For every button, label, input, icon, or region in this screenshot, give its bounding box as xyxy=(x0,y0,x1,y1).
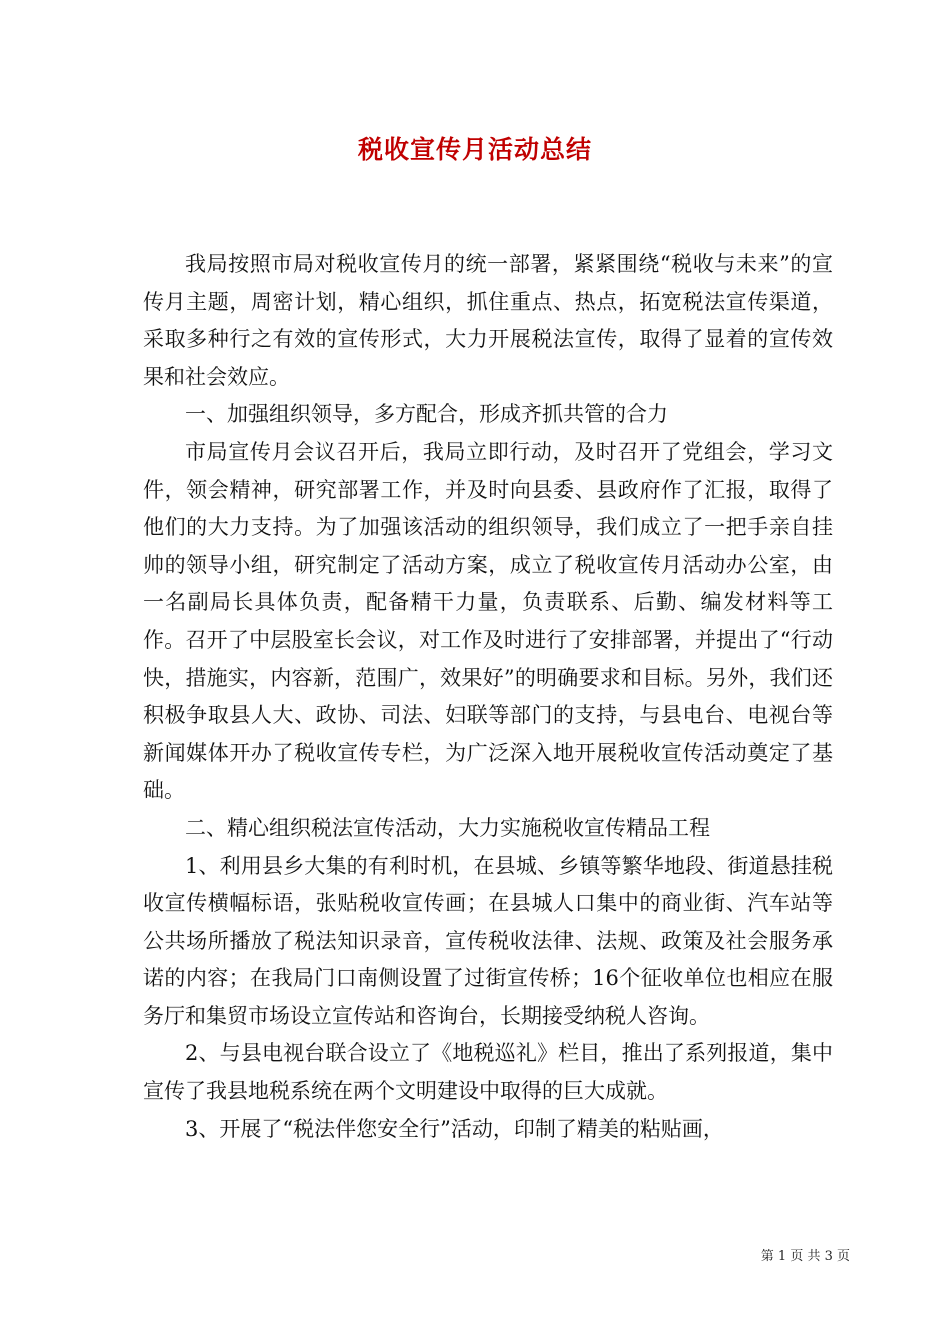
paragraph-intro: 我局按照市局对税收宣传月的统一部署，紧紧围绕“税收与未来”的宣传月主题，周密计划，精心组织，抓住重点、热点，拓宽税法宣传渠道，采取多种行之有效的宣传形式，大力开展税法宣传，取得了显着的宣传效果和社会效应。 xyxy=(143,252,833,389)
document-body xyxy=(143,246,833,1148)
section-heading-2: 二、精心组织税法宣传活动，大力实施税收宣传精品工程 xyxy=(185,815,710,840)
section-heading-1: 一、加强组织领导，多方配合，形成齐抓共管的合力 xyxy=(185,402,668,427)
paragraph-section-1: 市局宣传月会议召开后，我局立即行动，及时召开了党组会，学习文件，领会精神，研究部署工作，并及时向县委、县政府作了汇报，取得了他们的大力支持。为了加强该活动的组织领导，我们成立了一把手亲自挂帅的领导小组，研究制定了活动方案，成立了税收宣传月活动办公室，由一名副局长具体负责，配备精干力量，负责联系、后勤、编发材料等工作。召开了中层股室长会议，对工作及时进行了安排部署，并提出了“行动快，措施实，内容新，范围广，效果好”的明确要求和目标。另外，我们还积极争取县人大、政协、司法、妇联等部门的支持，与县电台、电视台等新闻媒体开办了税收宣传专栏，为广泛深入地开展税收宣传活动奠定了基础。 xyxy=(143,439,833,803)
page-number-footer: 第 1 页 共 3 页 xyxy=(760,1249,850,1264)
paragraph-item-2: 2、与县电视台联合设立了《地税巡礼》栏目，推出了系列报道，集中宣传了我县地税系统在两个文明建设中取得的巨大成就。 xyxy=(143,1041,833,1104)
document-title: 税收宣传月活动总结 xyxy=(357,135,592,164)
paragraph-item-3: 3、开展了“税法伴您安全行”活动，印制了精美的粘贴画， xyxy=(185,1116,724,1141)
paragraph-item-1: 1、利用县乡大集的有利时机，在县城、乡镇等繁华地段、街道悬挂税收宣传横幅标语，张贴税收宣传画；在县城人口集中的商业街、汽车站等公共场所播放了税法知识录音，宣传税收法律、法规、政策及社会服务承诺的内容；在我局门口南侧设置了过街宣传桥；16个征收单位也相应在服务厅和集贸市场设立宣传站和咨询台，长期接受纳税人咨询。 xyxy=(143,853,833,1028)
